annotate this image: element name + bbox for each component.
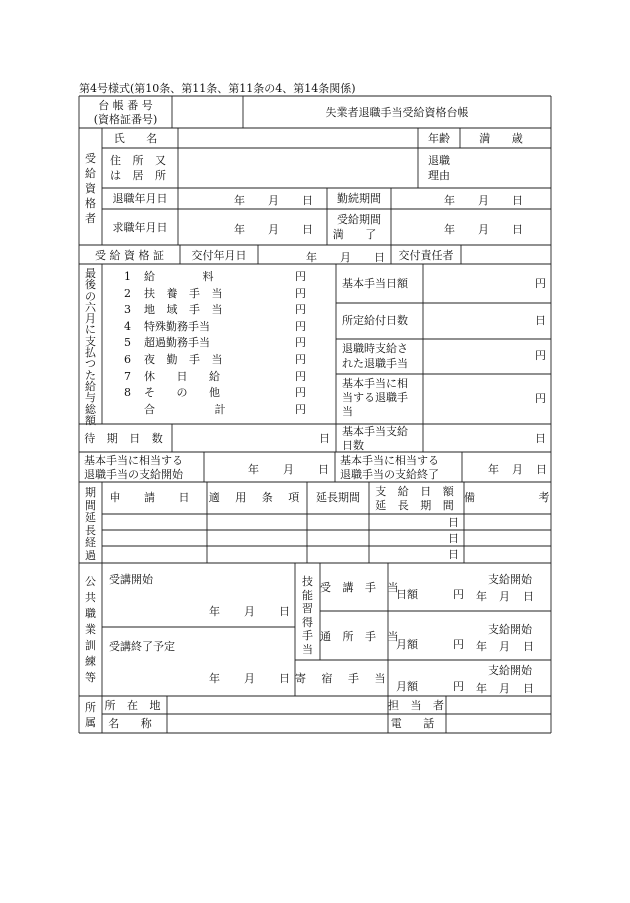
extension-side-label: 期間延長経過 [85,486,96,562]
recipient-side-label: 受給資格者 [85,152,96,225]
day-unit: 日 [523,682,534,695]
pay-start-label: 支給開始 [488,623,532,636]
retire-pay-label-1: 退職時支給さ [342,342,408,355]
payment-end-label-1: 基本手当に相当する [340,454,439,467]
month-unit: 月 [283,463,294,476]
wage-item-label: 地 域 手 当 [144,303,227,316]
commute-allowance-label: 通 所 手 当 [320,630,403,643]
location-label: 所 在 地 [104,699,165,712]
month-unit: 月 [268,194,279,207]
wage-total-label: 合 計 [144,403,254,416]
address-label-2: は 居 所 [110,169,170,182]
extension-row-unit: 日 [448,548,459,561]
pay-start-label: 支給開始 [488,573,532,586]
wage-item-label: 特殊勤務手当 [144,320,210,333]
month-unit: 月 [499,682,510,695]
year-unit: 年 [306,251,317,264]
year-unit: 年 [476,640,487,653]
year-unit: 年 [209,672,220,685]
skill-allowance-label: 技能習得手当 [302,575,313,656]
address-label-1: 住 所 又 [110,154,170,167]
col-apply-date: 申 請 日 [109,491,200,504]
monthly-amount-label: 月額 [396,680,418,693]
month-unit: 月 [244,672,255,685]
day-unit: 日 [536,463,547,476]
payment-start-label-2: 退職手当の支給開始 [84,468,183,481]
month-unit: 月 [244,605,255,618]
expiry-label-1: 受給期間 [337,213,381,226]
wage-item-no: 4 [124,320,131,333]
day-unit: 日 [512,223,523,236]
equiv-label-1: 基本手当に相 [342,377,408,390]
year-unit: 年 [488,463,499,476]
wage-item-label: 給 料 [144,270,236,283]
paid-days-label-1: 基本手当支給 [342,425,408,438]
wage-item-unit: 円 [295,386,306,399]
wage-item-unit: 円 [295,370,306,383]
day-unit: 日 [302,194,313,207]
day-unit: 日 [523,590,534,603]
wage-item-label: 夜 勤 手 当 [144,353,227,366]
month-unit: 月 [499,590,510,603]
col-amount-1: 支 給 日 額 [375,485,458,498]
daily-allowance-label: 基本手当日額 [342,277,408,290]
paid-days-unit: 日 [535,432,546,445]
office-name-label: 名 称 [108,717,161,730]
wage-item-label: 超過勤務手当 [144,336,210,349]
day-unit: 日 [512,194,523,207]
wage-item-unit: 円 [295,320,306,333]
day-unit: 日 [279,672,290,685]
monthly-amount-label: 月額 [396,638,418,651]
year-unit: 年 [248,463,259,476]
month-unit: 月 [268,223,279,236]
day-unit: 日 [523,640,534,653]
retire-reason-label-1: 退職 [428,154,450,167]
issue-date-label: 交付年月日 [191,249,247,262]
job-seek-date-label: 求職年月日 [112,221,168,234]
year-unit: 年 [234,194,245,207]
training-side-label: 公共職業訓練等 [85,575,96,684]
equiv-label-3: 当 [342,405,353,418]
lodging-allowance-label: 寄 宿 手 当 [295,672,392,685]
form-title: 失業者退職手当受給資格台帳 [325,106,469,119]
retire-reason-label-2: 理由 [428,169,450,182]
month-unit: 月 [478,223,489,236]
retire-pay-label-2: れた退職手当 [342,357,408,370]
month-unit: 月 [512,463,523,476]
daily-allowance-unit: 円 [535,277,546,290]
wage-item-no: 6 [124,353,131,366]
month-unit: 月 [499,640,510,653]
wage-total-unit: 円 [295,403,306,416]
col-amount-2: 延 長 期 間 [375,499,458,512]
fixed-days-unit: 日 [535,314,546,327]
col-clause: 適 用 条 項 [208,491,306,504]
wage-item-unit: 円 [295,353,306,366]
payment-start-label-1: 基本手当に相当する [84,454,183,467]
wage-item-unit: 円 [295,303,306,316]
equiv-label-2: 当する退職手 [342,391,408,404]
wage-item-label: 扶 養 手 当 [144,287,227,300]
retire-date-label: 退職年月日 [112,192,168,205]
service-period-label: 勤続期間 [337,192,381,205]
staff-label: 担 当 者 [388,699,448,712]
waiting-days-label: 待 期 日 数 [84,432,167,445]
attend-allowance-label: 受 講 手 当 [320,581,403,594]
wage-item-no: 8 [124,386,131,399]
payment-end-label-2: 退職手当の支給終了 [340,468,439,481]
issuer-label: 交付責任者 [398,249,454,262]
certificate-label: 受 給 資 格 証 [95,249,164,262]
day-unit: 日 [279,605,290,618]
extension-row-unit: 日 [448,516,459,529]
col-extension-period: 延長期間 [316,491,360,504]
wage-item-unit: 円 [295,287,306,300]
year-unit: 年 [234,223,245,236]
day-unit: 日 [374,251,385,264]
name-label: 氏 名 [113,132,167,145]
expiry-label-2: 満 了 [332,228,386,241]
retire-pay-unit: 円 [535,349,546,362]
wage-item-unit: 円 [295,270,306,283]
certificate-number-label: (資格証番号) [93,113,158,126]
year-unit: 年 [444,223,455,236]
age-label: 年齢 [428,132,450,145]
year-unit: 年 [476,590,487,603]
yen-unit: 円 [453,680,464,693]
wage-item-no: 3 [124,303,131,316]
wages-side-label: 最後の六月に支払つた給与総額 [85,267,96,427]
wage-item-unit: 円 [295,336,306,349]
extension-row-unit: 日 [448,532,459,545]
form-caption: 第4号様式(第10条、第11条、第11条の4、第14条関係) [79,82,356,95]
wage-item-no: 7 [124,370,131,383]
office-side-label: 所属 [85,701,96,729]
year-unit: 年 [444,194,455,207]
pay-start-label: 支給開始 [488,664,532,677]
wage-item-no: 5 [124,336,131,349]
fixed-days-label: 所定給付日数 [342,314,408,327]
day-unit: 日 [318,463,329,476]
paid-days-label-2: 日数 [342,439,364,452]
ledger-number-label: 台 帳 番 号 [98,99,153,112]
wage-item-no: 2 [124,287,131,300]
wage-item-label: 休 日 給 [144,370,229,383]
age-unit: 満 歳 [479,132,532,145]
waiting-days-unit: 日 [319,432,330,445]
day-unit: 日 [302,223,313,236]
col-remarks: 備 考 [464,491,580,504]
wage-item-no: 1 [124,270,131,283]
equiv-unit: 円 [535,392,546,405]
month-unit: 月 [340,251,351,264]
daily-amount-label: 日額 [396,588,418,601]
wage-item-label: そ の 他 [144,386,229,399]
month-unit: 月 [478,194,489,207]
training-end-label: 受講終了予定 [109,640,175,653]
yen-unit: 円 [453,638,464,651]
training-start-label: 受講開始 [109,573,153,586]
phone-label: 電 話 [390,717,444,730]
yen-unit: 円 [453,588,464,601]
year-unit: 年 [209,605,220,618]
year-unit: 年 [476,682,487,695]
